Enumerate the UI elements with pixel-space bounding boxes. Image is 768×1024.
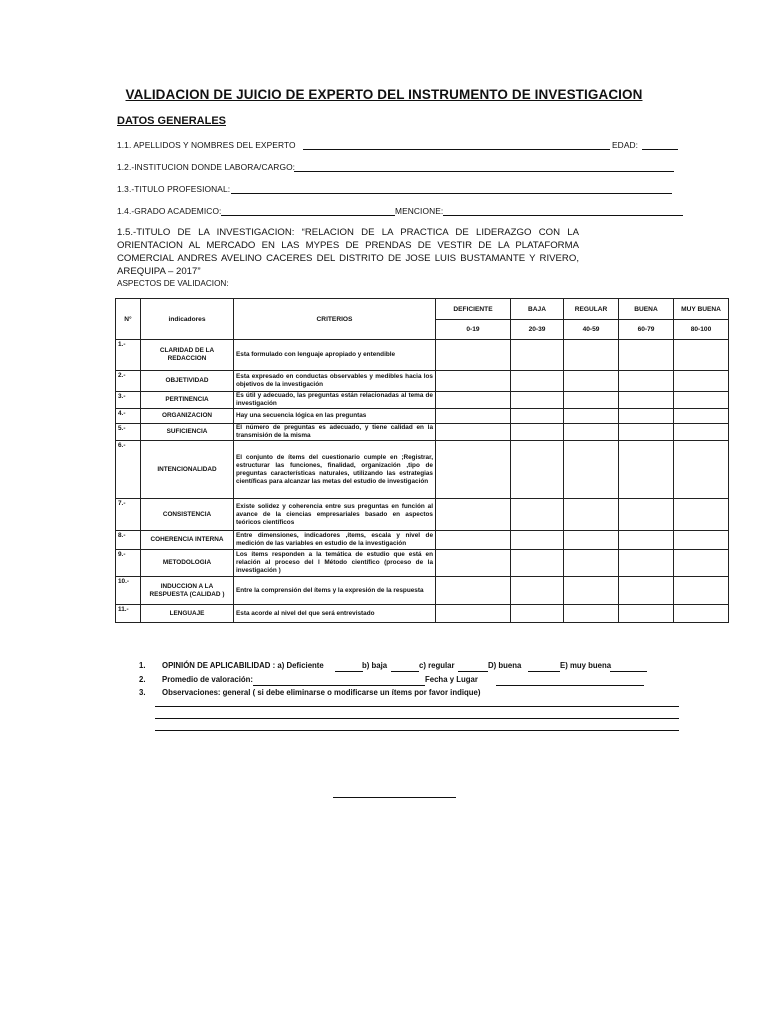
option-b-blank[interactable] (391, 671, 419, 672)
score-cell-buena[interactable] (619, 531, 674, 550)
scale-label-muy-buena: MUY BUENA (674, 299, 729, 320)
applicability-row (0, 661, 768, 675)
table-row (116, 392, 729, 409)
score-cell-muy-buena[interactable] (674, 550, 729, 577)
table-row (116, 605, 729, 623)
score-cell-deficiente[interactable] (436, 577, 511, 605)
document-title: VALIDACION DE JUICIO DE EXPERTO DEL INSTRUMENTO DE INVESTIGACION (125, 87, 643, 102)
score-cell-baja[interactable] (511, 605, 564, 623)
observations-label: Observaciones: general ( si debe eliminarse o modificarse un ítems por favor indique) (162, 688, 481, 697)
table-row (116, 577, 729, 605)
table-row (116, 499, 729, 531)
table-row (116, 441, 729, 499)
institution-field[interactable] (294, 171, 674, 172)
score-cell-baja[interactable] (511, 550, 564, 577)
item-number-1: 1. (139, 661, 146, 670)
score-row (0, 675, 768, 689)
scale-range-muy-buena: 80-100 (674, 320, 729, 340)
score-cell-muy-buena[interactable] (674, 499, 729, 531)
score-label: Promedio de valoración: (162, 675, 253, 684)
indicator-cell: INTENCIONALIDAD (141, 441, 234, 499)
table-row (116, 531, 729, 550)
score-cell-baja[interactable] (511, 424, 564, 441)
scale-range-deficiente: 0-19 (436, 320, 511, 340)
criterion-cell: El conjunto de ítems del cuestionario cumple en ;Registrar, estructurar las funciones, finalidad, organización ,tipo de preguntas características naturales, utilizando las estrategias científicas para alcanzar las metas del estudio de investigación (234, 441, 436, 499)
option-e-blank[interactable] (610, 671, 647, 672)
criterion-cell: Esta formulado con lenguaje apropiado y entendible (234, 340, 436, 371)
indicator-cell: PERTINENCIA (141, 392, 234, 409)
row-number: 3.- (116, 392, 141, 409)
number-header: N° (116, 299, 141, 340)
score-cell-regular[interactable] (564, 550, 619, 577)
score-cell-baja[interactable] (511, 371, 564, 392)
thesis-title: 1.5.-TITULO DE LA INVESTIGACION: “RELACION DE LA PRACTICA DE LIDERAZGO CON LA ORIENTACION AL MERCADO EN LAS MYPES DE PRENDAS DE VESTIR DE LA PLATAFORMA COMERCIAL ANDRES AVELINO CACERES DEL DISTRITO DE JOSE LUIS BUSTAMANTE Y RIVERO, AREQUIPA – 2017” (117, 227, 579, 277)
score-cell-baja[interactable] (511, 441, 564, 499)
validation-aspects-heading: ASPECTOS DE VALIDACION: (117, 279, 229, 288)
option-d-label: D) buena (488, 661, 522, 670)
score-cell-deficiente[interactable] (436, 424, 511, 441)
score-cell-regular[interactable] (564, 424, 619, 441)
date-place-field[interactable] (496, 685, 644, 686)
mention-field[interactable] (443, 215, 683, 216)
row-number: 11.- (116, 605, 141, 623)
table-header-row (116, 299, 729, 320)
score-cell-deficiente[interactable] (436, 340, 511, 371)
score-cell-muy-buena[interactable] (674, 392, 729, 409)
score-cell-buena[interactable] (619, 605, 674, 623)
indicators-header: indicadores (141, 299, 234, 340)
age-field[interactable] (642, 149, 678, 150)
table-row (116, 550, 729, 577)
observation-line-2[interactable] (155, 718, 679, 719)
row-number: 5.- (116, 424, 141, 441)
score-cell-regular[interactable] (564, 577, 619, 605)
criterion-cell: Los ítems responden a la temática de estudio que está en relación al proceso del l Método científico (proceso de la investigación ) (234, 550, 436, 577)
criterion-cell: Esta acorde al nivel del que será entrevistado (234, 605, 436, 623)
validation-table (115, 298, 729, 623)
option-b-label: b) baja (362, 661, 388, 670)
row-number: 2.- (116, 371, 141, 392)
score-cell-deficiente[interactable] (436, 371, 511, 392)
score-cell-deficiente[interactable] (436, 409, 511, 424)
score-cell-buena[interactable] (619, 409, 674, 424)
score-cell-muy-buena[interactable] (674, 441, 729, 499)
professional-title-field[interactable] (231, 193, 672, 194)
score-cell-muy-buena[interactable] (674, 340, 729, 371)
table-row (116, 424, 729, 441)
score-cell-deficiente[interactable] (436, 392, 511, 409)
criterion-cell: Existe solidez y coherencia entre sus preguntas en función al avance de la ciencias empresariales basado en aspectos teóricos científicos (234, 499, 436, 531)
score-cell-muy-buena[interactable] (674, 605, 729, 623)
score-field[interactable] (253, 685, 425, 686)
score-cell-muy-buena[interactable] (674, 424, 729, 441)
score-cell-buena[interactable] (619, 550, 674, 577)
row-number: 6.- (116, 441, 141, 499)
scale-label-baja: BAJA (511, 299, 564, 320)
observation-line-1[interactable] (155, 706, 679, 707)
row-number: 1.- (116, 340, 141, 371)
scale-label-buena: BUENA (619, 299, 674, 320)
score-cell-buena[interactable] (619, 392, 674, 409)
score-cell-buena[interactable] (619, 499, 674, 531)
score-cell-baja[interactable] (511, 392, 564, 409)
score-cell-regular[interactable] (564, 340, 619, 371)
score-cell-regular[interactable] (564, 371, 619, 392)
score-cell-muy-buena[interactable] (674, 531, 729, 550)
indicator-cell: SUFICIENCIA (141, 424, 234, 441)
observations-row (0, 688, 768, 702)
score-cell-deficiente[interactable] (436, 605, 511, 623)
score-cell-regular[interactable] (564, 441, 619, 499)
criterion-cell: Entre dimensiones, indicadores ,ítems, escala y nivel de medición de las variables en estudio de la investigación (234, 531, 436, 550)
row-number: 4.- (116, 409, 141, 424)
indicator-cell: COHERENCIA INTERNA (141, 531, 234, 550)
item-number-2: 2. (139, 675, 146, 684)
observation-line-3[interactable] (155, 730, 679, 731)
institution-label: 1.2.-INSTITUCION DONDE LABORA/CARGO: (117, 162, 296, 172)
professional-title-label: 1.3.-TITULO PROFESIONAL: (117, 184, 231, 194)
indicator-cell: ORGANIZACION (141, 409, 234, 424)
applicability-label: OPINIÓN DE APLICABILIDAD : a) Deficiente (162, 661, 324, 670)
indicator-cell: OBJETIVIDAD (141, 371, 234, 392)
row-number: 7.- (116, 499, 141, 531)
table-row (116, 409, 729, 424)
score-cell-regular[interactable] (564, 499, 619, 531)
row-number: 9.- (116, 550, 141, 577)
score-cell-buena[interactable] (619, 577, 674, 605)
score-cell-baja[interactable] (511, 340, 564, 371)
academic-degree-field[interactable] (221, 215, 395, 216)
score-cell-muy-buena[interactable] (674, 371, 729, 392)
score-cell-regular[interactable] (564, 531, 619, 550)
criterion-cell: Entre la comprensión del ítems y la expresión de la respuesta (234, 577, 436, 605)
criterion-cell: El número de preguntas es adecuado, y tiene calidad en la transmisión de la misma (234, 424, 436, 441)
row-number: 8.- (116, 531, 141, 550)
criteria-header: CRITERIOS (234, 299, 436, 340)
score-cell-buena[interactable] (619, 340, 674, 371)
option-a-blank[interactable] (335, 671, 363, 672)
score-cell-regular[interactable] (564, 392, 619, 409)
score-cell-baja[interactable] (511, 499, 564, 531)
indicator-cell: CONSISTENCIA (141, 499, 234, 531)
option-e-label: E) muy buena (560, 661, 612, 670)
score-cell-regular[interactable] (564, 605, 619, 623)
option-c-label: c) regular (419, 661, 455, 670)
indicator-cell: CLARIDAD DE LA REDACCION (141, 340, 234, 371)
score-cell-baja[interactable] (511, 577, 564, 605)
signature-line[interactable] (333, 797, 456, 798)
score-cell-muy-buena[interactable] (674, 577, 729, 605)
option-c-blank[interactable] (458, 671, 488, 672)
date-place-label: Fecha y Lugar (425, 675, 478, 684)
score-cell-buena[interactable] (619, 441, 674, 499)
scale-range-baja: 20-39 (511, 320, 564, 340)
score-cell-regular[interactable] (564, 409, 619, 424)
criterion-cell: Es útil y adecuado, las preguntas están relacionadas al tema de investigación (234, 392, 436, 409)
indicator-cell: METODOLOGIA (141, 550, 234, 577)
scale-label-regular: REGULAR (564, 299, 619, 320)
indicator-cell: INDUCCION A LA RESPUESTA (CALIDAD ) (141, 577, 234, 605)
scale-range-buena: 60-79 (619, 320, 674, 340)
score-cell-baja[interactable] (511, 409, 564, 424)
scale-label-deficiente: DEFICIENTE (436, 299, 511, 320)
score-cell-deficiente[interactable] (436, 499, 511, 531)
row-number: 10.- (116, 577, 141, 605)
score-cell-baja[interactable] (511, 531, 564, 550)
score-cell-deficiente[interactable] (436, 550, 511, 577)
table-row (116, 371, 729, 392)
score-cell-muy-buena[interactable] (674, 409, 729, 424)
age-label: EDAD: (612, 140, 639, 150)
criterion-cell: Hay una secuencia lógica en las preguntas (234, 409, 436, 424)
indicator-cell: LENGUAJE (141, 605, 234, 623)
academic-degree-label: 1.4.-GRADO ACADEMICO: (117, 206, 222, 216)
mention-label: MENCIONE: (395, 206, 444, 216)
expert-name-label: 1.1. APELLIDOS Y NOMBRES DEL EXPERTO (117, 140, 296, 150)
option-d-blank[interactable] (528, 671, 560, 672)
table-row (116, 340, 729, 371)
scale-range-regular: 40-59 (564, 320, 619, 340)
item-number-3: 3. (139, 688, 146, 697)
criterion-cell: Esta expresado en conductas observables y medibles hacia los objetivos de la investigación (234, 371, 436, 392)
general-data-heading: DATOS GENERALES (117, 115, 226, 127)
score-cell-buena[interactable] (619, 424, 674, 441)
score-cell-deficiente[interactable] (436, 531, 511, 550)
score-cell-buena[interactable] (619, 371, 674, 392)
expert-name-field[interactable] (303, 149, 610, 150)
score-cell-deficiente[interactable] (436, 441, 511, 499)
